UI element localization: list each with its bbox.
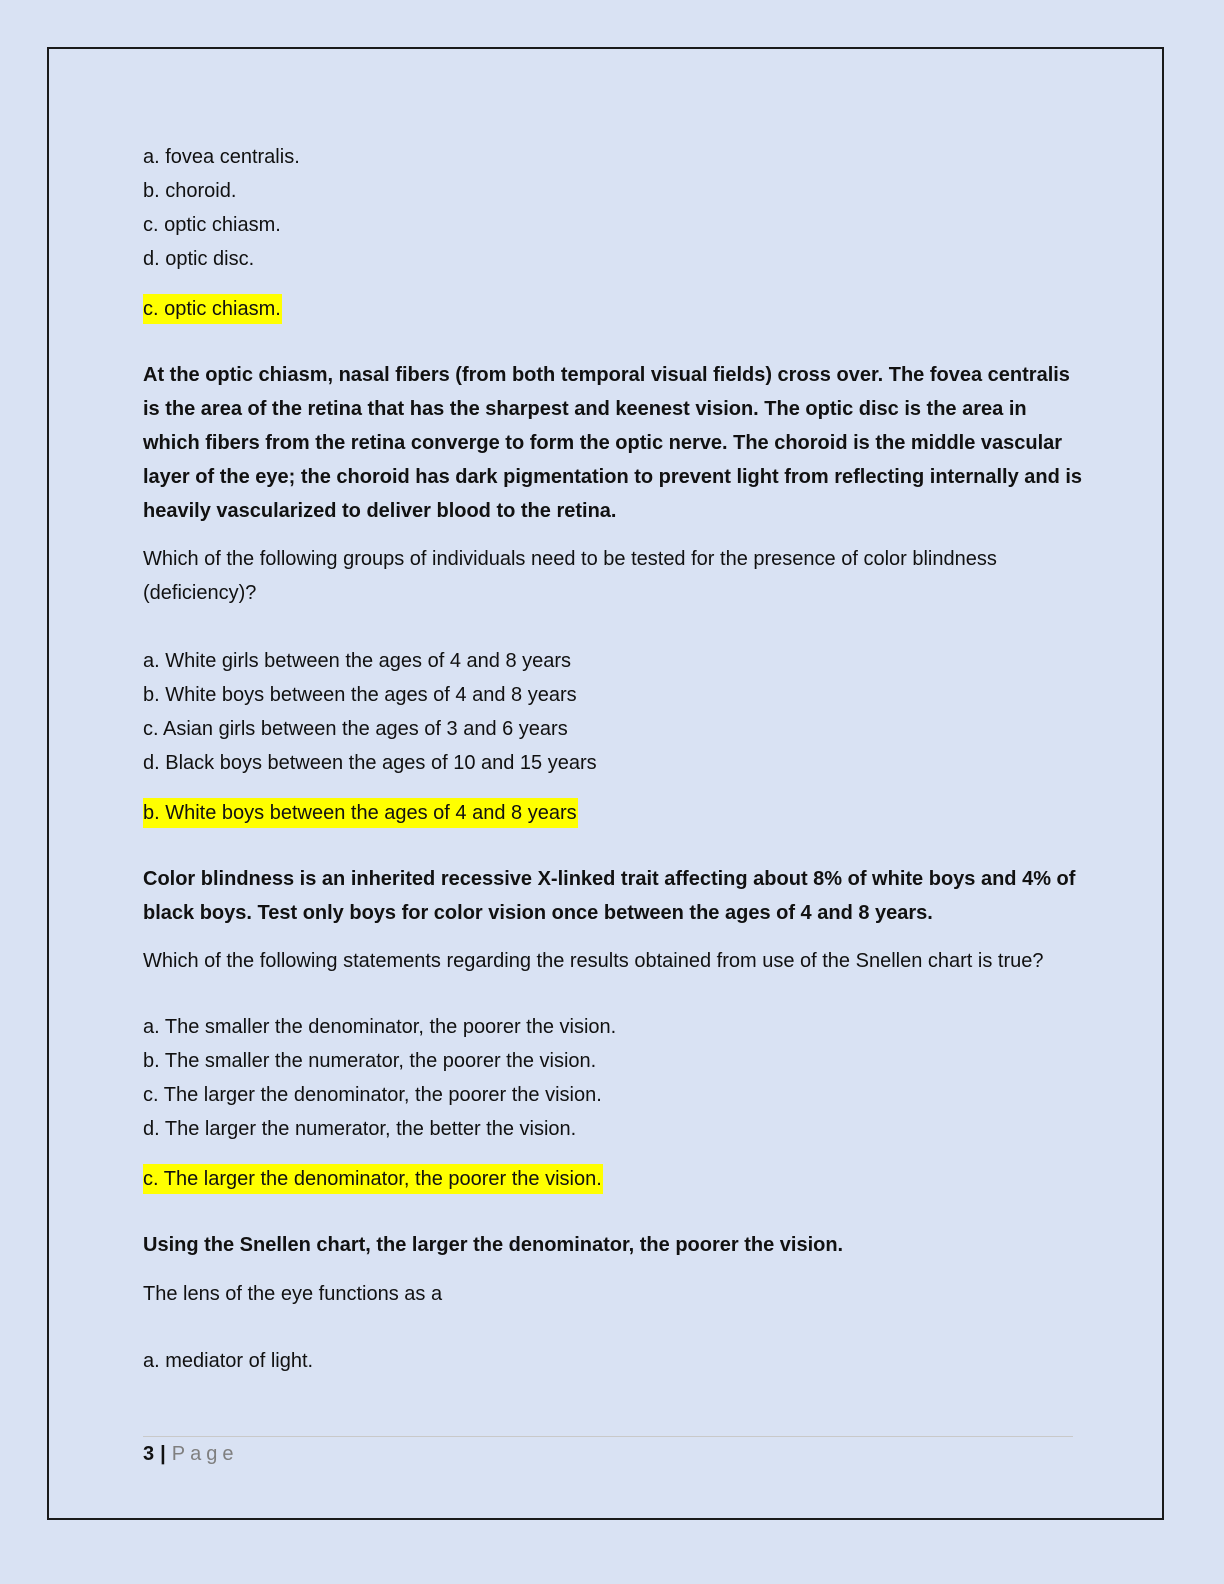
page-content xyxy=(143,140,1083,1378)
page-footer xyxy=(143,1440,238,1468)
q2-option-a: a. White girls between the ages of 4 and 8 years xyxy=(143,650,572,672)
q1-option-b: b. choroid. xyxy=(143,180,237,202)
q1-answer-row xyxy=(143,292,1083,326)
q1-option-d: d. optic disc. xyxy=(143,248,255,270)
q3-option-b: b. The smaller the numerator, the poorer the vision. xyxy=(143,1050,597,1072)
q4-options xyxy=(143,1344,1083,1378)
q2-option-c: c. Asian girls between the ages of 3 and 6 years xyxy=(143,718,568,740)
q2-explanation: Color blindness is an inherited recessive X-linked trait affecting about 8% of white boys and 4% of black boys. Test only boys for color vision once between the ages of 4 and 8 years. xyxy=(143,868,1076,924)
q3-question: Which of the following statements regarding the results obtained from use of the Snellen chart is true? xyxy=(143,950,1044,972)
q2-option-d: d. Black boys between the ages of 10 and 15 years xyxy=(143,752,597,774)
q1-options xyxy=(143,140,1083,276)
footer-divider xyxy=(143,1436,1073,1437)
q3-options xyxy=(143,1010,1083,1146)
q3-option-c: c. The larger the denominator, the poorer the vision. xyxy=(143,1084,602,1106)
q2-answer-highlight: b. White boys between the ages of 4 and 8 years xyxy=(143,798,578,828)
q3-explanation: Using the Snellen chart, the larger the denominator, the poorer the vision. xyxy=(143,1234,844,1256)
footer-separator: | xyxy=(160,1443,166,1465)
q3-answer-highlight: c. The larger the denominator, the poorer the vision. xyxy=(143,1164,603,1194)
q3-option-a: a. The smaller the denominator, the poorer the vision. xyxy=(143,1016,617,1038)
page-label: Page xyxy=(171,1443,239,1465)
q1-answer-highlight: c. optic chiasm. xyxy=(143,294,282,324)
q1-option-c: c. optic chiasm. xyxy=(143,214,281,236)
q2-options xyxy=(143,644,1083,780)
q3-option-d: d. The larger the numerator, the better the vision. xyxy=(143,1118,577,1140)
page-number: 3 xyxy=(143,1443,155,1465)
q4-option-a: a. mediator of light. xyxy=(143,1350,314,1372)
q2-question: Which of the following groups of individuals need to be tested for the presence of color blindness (deficiency)? xyxy=(143,548,997,604)
q1-option-a: a. fovea centralis. xyxy=(143,146,300,168)
q2-option-b: b. White boys between the ages of 4 and 8 years xyxy=(143,684,577,706)
q1-explanation: At the optic chiasm, nasal fibers (from both temporal visual fields) cross over. The fovea centralis is the area of the retina that has the sharpest and keenest vision. The optic disc is the area in which fibers from the retina converge to form the optic nerve. The choroid is the middle vascular layer of the eye; the choroid has dark pigmentation to prevent light from reflecting internally and is heavily vascularized to deliver blood to the retina. xyxy=(143,364,1083,522)
q3-answer-row xyxy=(143,1162,1083,1196)
q4-question: The lens of the eye functions as a xyxy=(143,1283,443,1305)
q2-answer-row xyxy=(143,796,1083,830)
